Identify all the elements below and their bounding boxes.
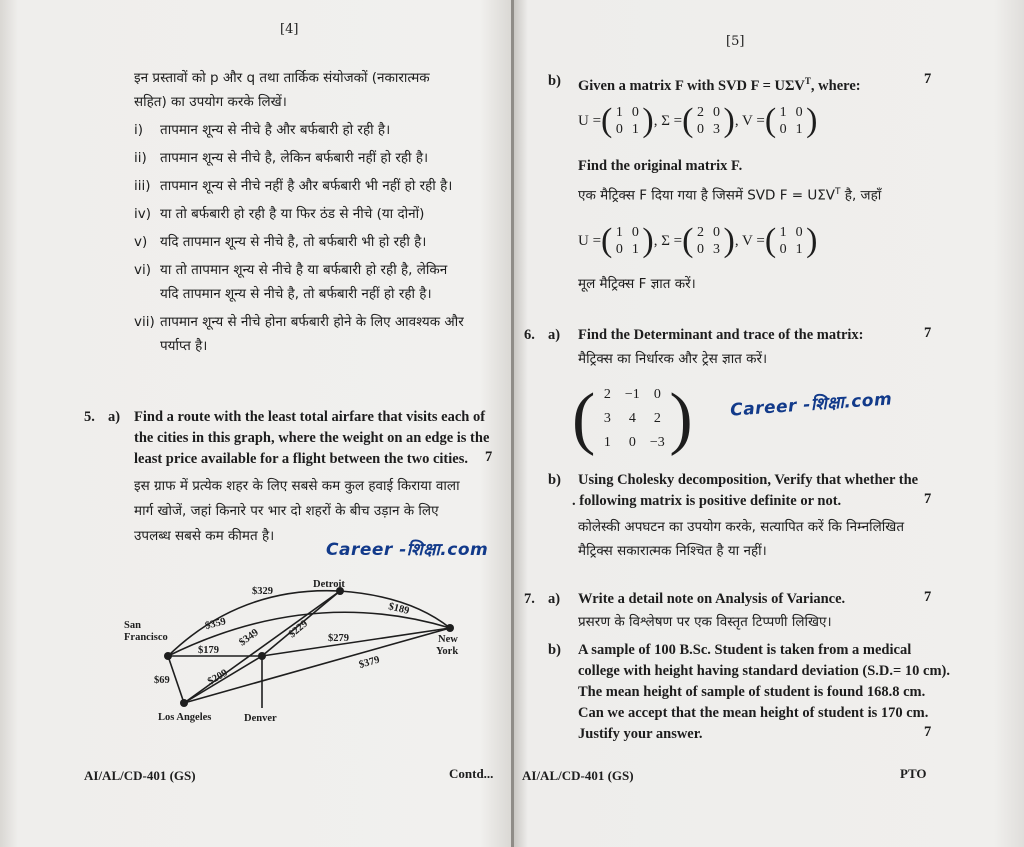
text-line: Justify your answer. [578,726,703,742]
city-label-denver: Denver [244,713,277,724]
footer-code: AI/AL/CD-401 (GS) [84,768,196,783]
matrix-label: U = [578,112,602,129]
question-6b-hindi [578,515,958,563]
item-text-line: या तो तापमान शून्य से नीचे है या बर्फबारी हो रही है, लेकिन [160,262,448,278]
text-line: college with height having standard deviation (S.D.= 10 cm). [578,663,950,679]
matrix-3x3: ( 2 −1 0 3 4 2 1 0 −3 ) [572,380,693,457]
marks: 7 [924,491,932,507]
question-6a-hindi: मैट्रिक्स का निर्धारक और ट्रेस ज्ञात करें। [578,351,768,367]
text-line: उपलब्ध सबसे कम कीमत है। [134,528,275,544]
question-7a-english: Write a detail note on Analysis of Variance. [578,591,846,607]
matrix-sigma: ( 2 0 0 3 ) [682,102,735,139]
edge-sf-la [168,656,184,703]
find-text: Find the original matrix F. [578,158,743,174]
city-label-sf: San Francisco [124,620,168,643]
question-part: b) [548,73,561,89]
text-line: इस ग्राफ में प्रत्येक शहर के लिए सबसे कम कुल हवाई किराया वाला [134,478,460,494]
matrix-label: , Σ = [653,232,683,249]
matrix-u: ( 1 0 0 1 ) [601,222,654,259]
matrix-v: ( 1 0 0 1 ) [764,222,818,259]
item-label: v) [134,234,148,250]
matrix-u: ( 1 0 0 1 ) [601,102,654,139]
marks: 7 [924,71,932,87]
text-line: Using Cholesky decomposition, Verify that whether the [578,472,919,488]
intro-line: सहित) का उपयोग करके लिखें। [134,94,287,110]
edge-label: $179 [198,645,219,656]
edge-label: $279 [328,633,349,644]
marks: 7 [924,589,932,605]
question-6b-english [572,470,948,512]
item-text-line: यदि तापमान शून्य से नीचे है, तो बर्फबारी नहीं हो रही है। [160,286,432,302]
list-item [134,174,510,198]
text-line: है, जहाँ [840,187,882,204]
text-line: The mean height of sample of student is found 168.8 cm. [578,684,926,700]
item-text: तापमान शून्य से नीचे है और बर्फबारी हो रही है। [160,122,391,138]
list-item [134,202,510,226]
matrix-label: , V = [734,112,765,129]
list-item [134,118,510,142]
city-label-la: Los Angeles [158,712,212,723]
node-sf [164,652,172,660]
question-part: a) [548,591,561,607]
node-la [180,699,188,707]
list-item [134,146,510,170]
find-text-hindi: मूल मैट्रिक्स F ज्ञात करें। [578,276,696,292]
question-number: 6. [524,327,535,343]
intro-line: इन प्रस्तावों को p और q तथा तार्किक संयोजकों (नकारात्मक [134,70,430,86]
superscript: T [804,76,811,86]
question-4b-hindi [578,180,881,208]
text-line: A sample of 100 B.Sc. Student is taken from a medical [578,642,912,658]
marks: 7 [924,724,932,740]
text-line: एक मैट्रिक्स F दिया गया है जिसमें SVD F = UΣV [578,187,836,204]
item-text [160,310,510,358]
svd-matrices-hindi [578,220,817,262]
edge-label: $379 [357,654,382,671]
footer-contd: Contd... [449,766,494,781]
text-line: the cities in this graph, where the weight on an edge is the [134,430,490,446]
text-line: मार्ग खोजें, जहां किनारे पर भार दो शहरों के बीच उड़ान के लिए [134,503,439,519]
item-label: vi) [134,262,152,278]
list-item [134,258,510,306]
text-line: Given a matrix F with SVD F = UΣV [578,77,805,94]
edge-label: $359 [204,616,228,632]
question-4b-english [578,71,861,97]
footer-pto: PTO [900,766,927,781]
list-item [134,230,510,254]
edge-label: $209 [206,667,230,688]
page-number: [5] [726,34,745,49]
edge-la-ny [184,628,450,703]
text-line: . following matrix is positive definite or not. [572,493,842,509]
question-part: a) [548,327,561,343]
text-line: least price available for a flight between the two cities. [134,451,468,467]
item-text [160,258,510,306]
marks: 7 [924,325,932,341]
question-number: 7. [524,591,535,607]
list-item [134,310,510,358]
item-label: i) [134,122,144,138]
text-line: , where: [810,77,861,94]
item-text: तापमान शून्य से नीचे है, लेकिन बर्फबारी नहीं हो रही है। [160,150,429,166]
item-text: तापमान शून्य से नीचे नहीं है और बर्फबारी भी नहीं हो रही है। [160,178,453,194]
question-part: a) [108,409,121,425]
footer-code: AI/AL/CD-401 (GS) [522,768,634,783]
question-part: b) [548,642,561,658]
text-line: कोलेस्की अपघटन का उपयोग करके, सत्यापित करें कि निम्नलिखित [578,519,905,535]
edge-label: $189 [387,601,411,617]
page-number: [4] [280,22,299,37]
edge-label: $329 [252,586,273,597]
superscript: T [835,187,841,197]
city-label-detroit: Detroit [313,579,345,590]
proposition-list [134,118,510,358]
node-ny [446,624,454,632]
question-6a-english: Find the Determinant and trace of the matrix: [578,327,864,343]
item-label: vii) [134,314,155,330]
watermark: Career -शिक्षा.com [729,389,893,421]
right-page [514,0,1024,847]
matrix-sigma: ( 2 0 0 3 ) [682,222,735,259]
edge-label: $69 [154,675,170,686]
text-line: Can we accept that the mean height of student is 170 cm. [578,705,929,721]
text-line: Find a route with the least total airfare that visits each of [134,409,486,425]
svd-matrices [578,100,817,142]
airfare-graph [110,576,480,726]
edge-label: $349 [237,627,261,649]
question-7a-hindi: प्रसरण के विश्लेषण पर एक विस्तृत टिप्पणी लिखिए। [578,614,832,630]
node-denver [258,652,266,660]
city-label-ny: New York [436,634,459,657]
edge-label: $229 [286,618,311,641]
item-text-line: पर्याप्त है। [160,338,208,354]
item-text-line: तापमान शून्य से नीचे होना बर्फबारी होने के लिए आवश्यक और [160,314,464,330]
matrix-label: , Σ = [653,112,683,129]
item-text: यदि तापमान शून्य से नीचे है, तो बर्फबारी भी हो रही है। [160,234,427,250]
question-7b-english [578,640,958,745]
intro-text [134,66,504,114]
item-text: या तो बर्फबारी हो रही है या फिर ठंड से नीचे (या दोनों) [160,206,425,222]
marks: 7 [485,449,493,465]
matrix-v: ( 1 0 0 1 ) [764,102,818,139]
question-number: 5. [84,409,95,425]
matrix-label: , V = [734,232,765,249]
question-part: b) [548,472,561,488]
matrix-label: U = [578,232,602,249]
watermark: Career -शिक्षा.com [326,540,489,560]
text-line: मैट्रिक्स सकारात्मक निश्चित है या नहीं। [578,543,767,559]
item-label: ii) [134,150,147,166]
item-label: iii) [134,178,151,194]
item-label: iv) [134,206,152,222]
question-5a-english [134,407,506,470]
